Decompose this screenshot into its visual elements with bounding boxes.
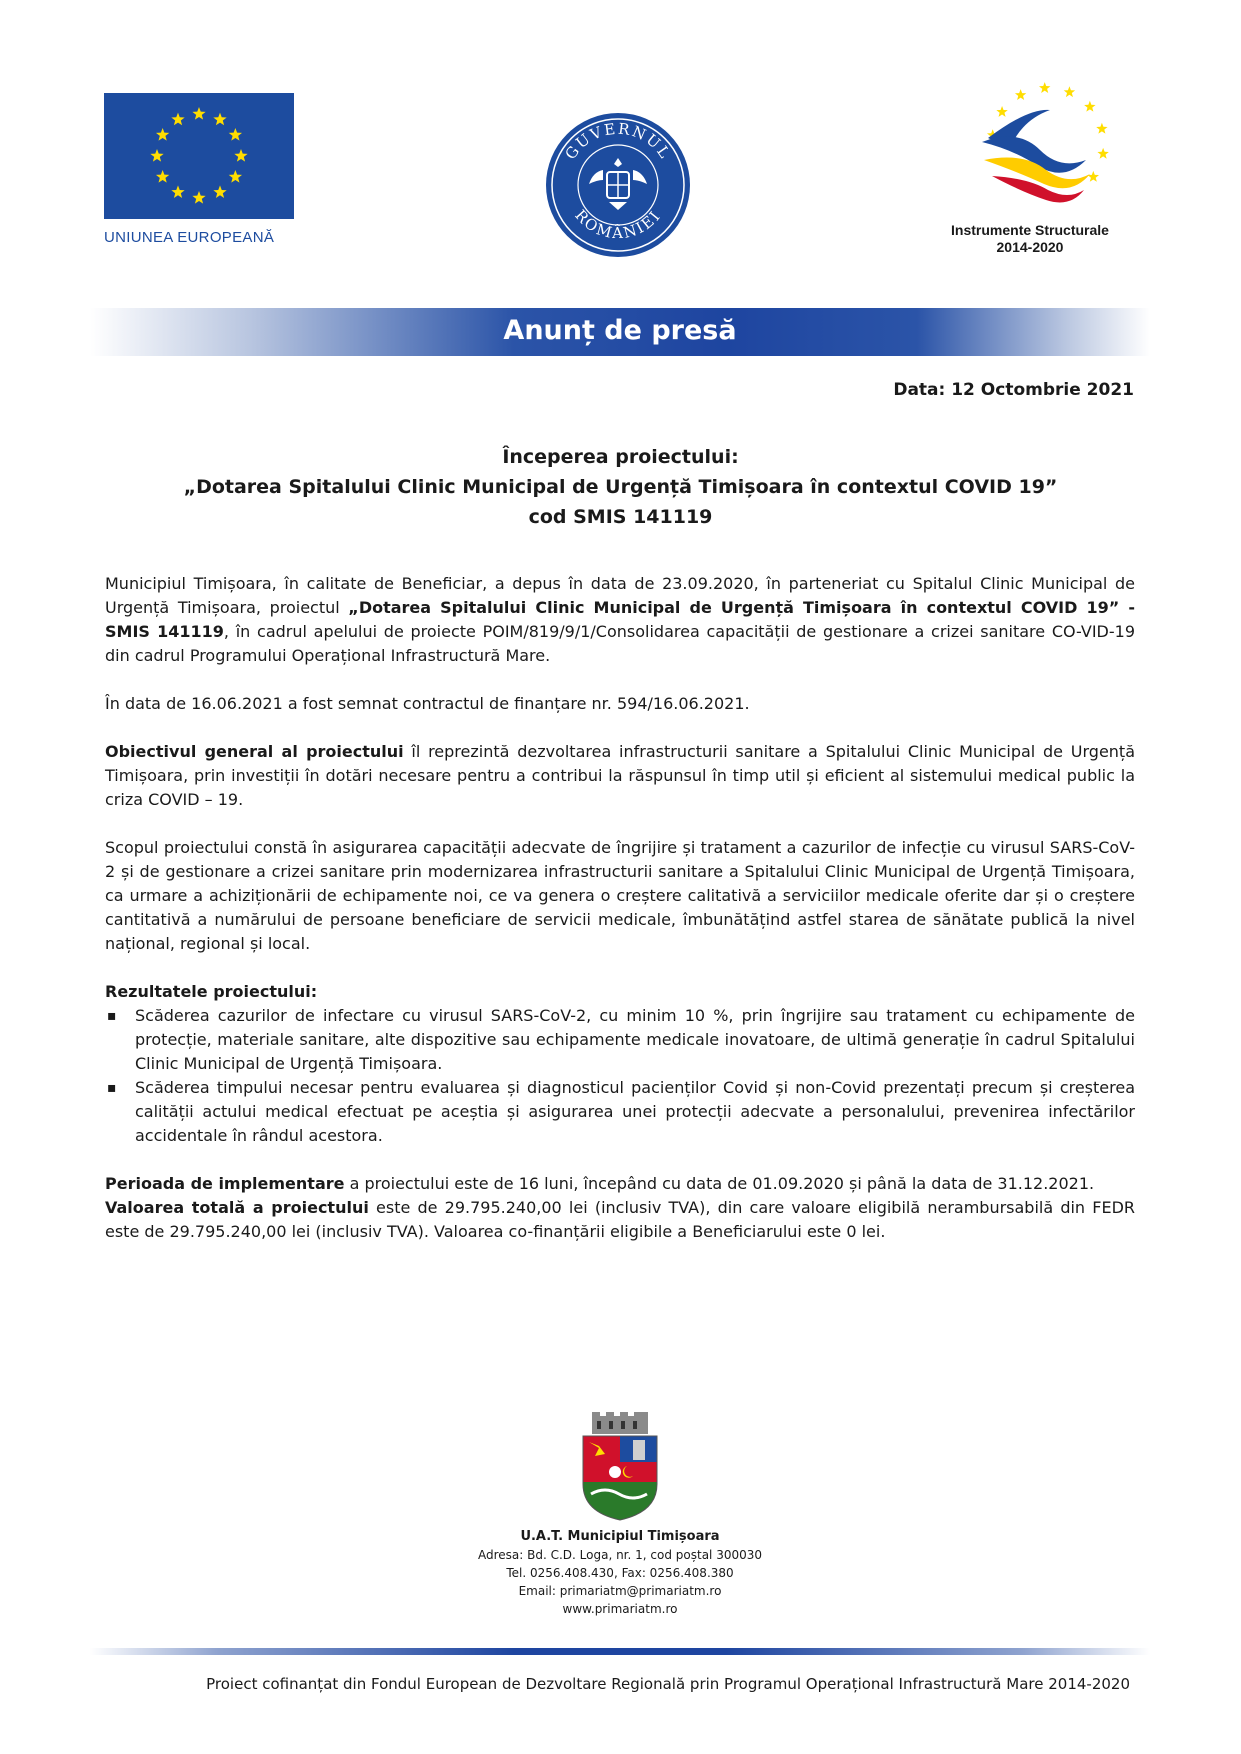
contact-phone: Tel. 0256.408.430, Fax: 0256.408.380: [506, 1566, 734, 1580]
eu-star-icon: [150, 149, 163, 162]
is-star-icon: [1097, 148, 1108, 159]
is-star-icon: [1015, 89, 1026, 100]
paragraph-value: Valoarea totală a proiectului este de 29.795.240,00 lei (inclusiv TVA), din care valoare eligibilă nerambursabilă din FEDR este de 29.795.240,00 lei (inclusiv TVA). Valoarea co-finanțării eligibile a Beneficiarului este 0 lei.: [105, 1198, 1136, 1241]
banner-title: Anunț de presă: [503, 315, 737, 346]
eu-star-icon: [156, 128, 169, 141]
paragraph-submission: Municipiul Timișoara, în calitate de Beneficiar, a depus în data de 23.09.2020, în parteneriat cu Spitalul Clinic Municipal de Urgență Timișoara, proiectul „Dotarea Spitalului Clinic Municipal de Urgență Timișoara în contextul COVID 19” - SMIS 141119, în cadrul apelului de proiecte POIM/819/9/1/Consolidarea capacității de gestionare a crizei sanitare CO-VID-19 din cadrul Programului Operațional Infrastructură Mare.: [105, 574, 1135, 665]
eu-star-icon: [213, 185, 226, 198]
is-label-line2: 2014-2020: [996, 239, 1064, 255]
is-star-icon: [1064, 86, 1075, 97]
document-body: [105, 572, 1135, 1244]
eu-star-icon: [229, 128, 242, 141]
seal-bottom-text: ROMÂNIEI: [571, 206, 665, 243]
eu-label: UNIUNEA EUROPEANĂ: [104, 229, 275, 246]
paragraph-scope: Scopul proiectului constă în asigurarea capacității adecvate de îngrijire și tratament a cazurilor de infecție cu virusul SARS-CoV-2 și de gestionare a crizei sanitare prin modernizarea infrastructurii sanitare a Spitalului Clinic Municipal de Urgență Timișoara, ca urmare a achiziționării de echipamente noi, ce va genera o creștere calitativă a serviciilor medicale oferite dar și o creștere cantitativă a numărului de persoane beneficiare de servicii medicale, îmbunătățind astfel starea de sănătate publică la nivel național, regional și local.: [105, 838, 1135, 953]
contact-block: [370, 1528, 870, 1618]
timisoara-coat-of-arms: [575, 1412, 665, 1522]
crown-icon: [592, 1412, 648, 1434]
document-title: [100, 442, 1141, 532]
eu-star-icon: [229, 170, 242, 183]
is-star-icon: [1084, 101, 1095, 112]
is-label-line1: Instrumente Structurale: [951, 222, 1109, 238]
paragraph-implementation: Perioada de implementare a proiectului este de 16 luni, începând cu data de 01.09.2020 și până la data de 31.12.2021.: [105, 1174, 1095, 1193]
is-star-icon: [1039, 82, 1050, 93]
seal-top-text: GUVERNUL: [561, 119, 675, 163]
contact-address: Adresa: Bd. C.D. Loga, nr. 1, cod poștal 300030: [477, 1548, 762, 1562]
eu-star-icon: [156, 170, 169, 183]
government-seal-logo: [543, 110, 693, 260]
structural-instruments-label: [920, 222, 1140, 256]
paragraph-objective: Obiectivul general al proiectului îl reprezintă dezvoltarea infrastructurii sanitare a Spitalului Clinic Municipal de Urgență Timișoara, prin investiții în dotări necesare pentru a contribui la răspunsul în timp util și eficient al sistemului medical public la criza COVID – 19.: [105, 742, 1136, 809]
contact-website: www.primariatm.ro: [562, 1602, 678, 1616]
is-star-icon: [1088, 171, 1099, 182]
title-line-2: „Dotarea Spitalului Clinic Municipal de Urgență Timișoara în contextul COVID 19”: [183, 476, 1058, 498]
eu-flag-logo: [104, 93, 294, 219]
list-item: ▪ Scăderea cazurilor de infectare cu virusul SARS-CoV-2, cu minim 10 %, prin îngrijire sau tratament cu echipamente de protecție, materiale sanitare, alte dispozitive sau echipamente medicale inovatoare, de ultimă generație în cadrul Spitalului Clinic Municipal de Urgență Timișoara.: [105, 1004, 1135, 1076]
paragraph-contract: În data de 16.06.2021 a fost semnat contractul de finanțare nr. 594/16.06.2021.: [105, 694, 750, 713]
contact-organization: U.A.T. Municipiul Timișoara: [520, 1529, 720, 1544]
results-list: [105, 1004, 1135, 1148]
is-star-icon: [1096, 123, 1107, 134]
eu-star-icon: [171, 185, 184, 198]
results-heading: Rezultatele proiectului:: [105, 982, 318, 1001]
eu-stars-icon: [104, 93, 294, 219]
release-date: Data: 12 Octombrie 2021: [893, 380, 1134, 400]
eu-star-icon: [192, 107, 205, 120]
contact-email: Email: primariatm@primariatm.ro: [518, 1584, 722, 1598]
eu-star-icon: [213, 113, 226, 126]
eu-star-icon: [171, 113, 184, 126]
eu-star-icon: [192, 191, 205, 204]
list-item: ▪ Scăderea timpului necesar pentru evaluarea și diagnosticul pacienților Covid și non-Covid prezentați precum și creșterea calității actului medical efectuat pe aceștia și asigurarea unei protecții adecvate a personalului, prevenirea infectărilor accidentale în rândul acestora.: [105, 1076, 1135, 1148]
is-star-icon: [996, 106, 1007, 117]
structural-instruments-logo: [970, 80, 1120, 210]
footer-note: Proiect cofinanțat din Fondul European de Dezvoltare Regională prin Programul Operațional Infrastructură Mare 2014-2020: [206, 1675, 1130, 1693]
footer-divider: [90, 1648, 1150, 1655]
eu-star-icon: [234, 149, 247, 162]
title-line-1: Începerea proiectului:: [502, 446, 739, 468]
shield-icon: [583, 1436, 657, 1520]
title-line-3: cod SMIS 141119: [528, 506, 713, 528]
